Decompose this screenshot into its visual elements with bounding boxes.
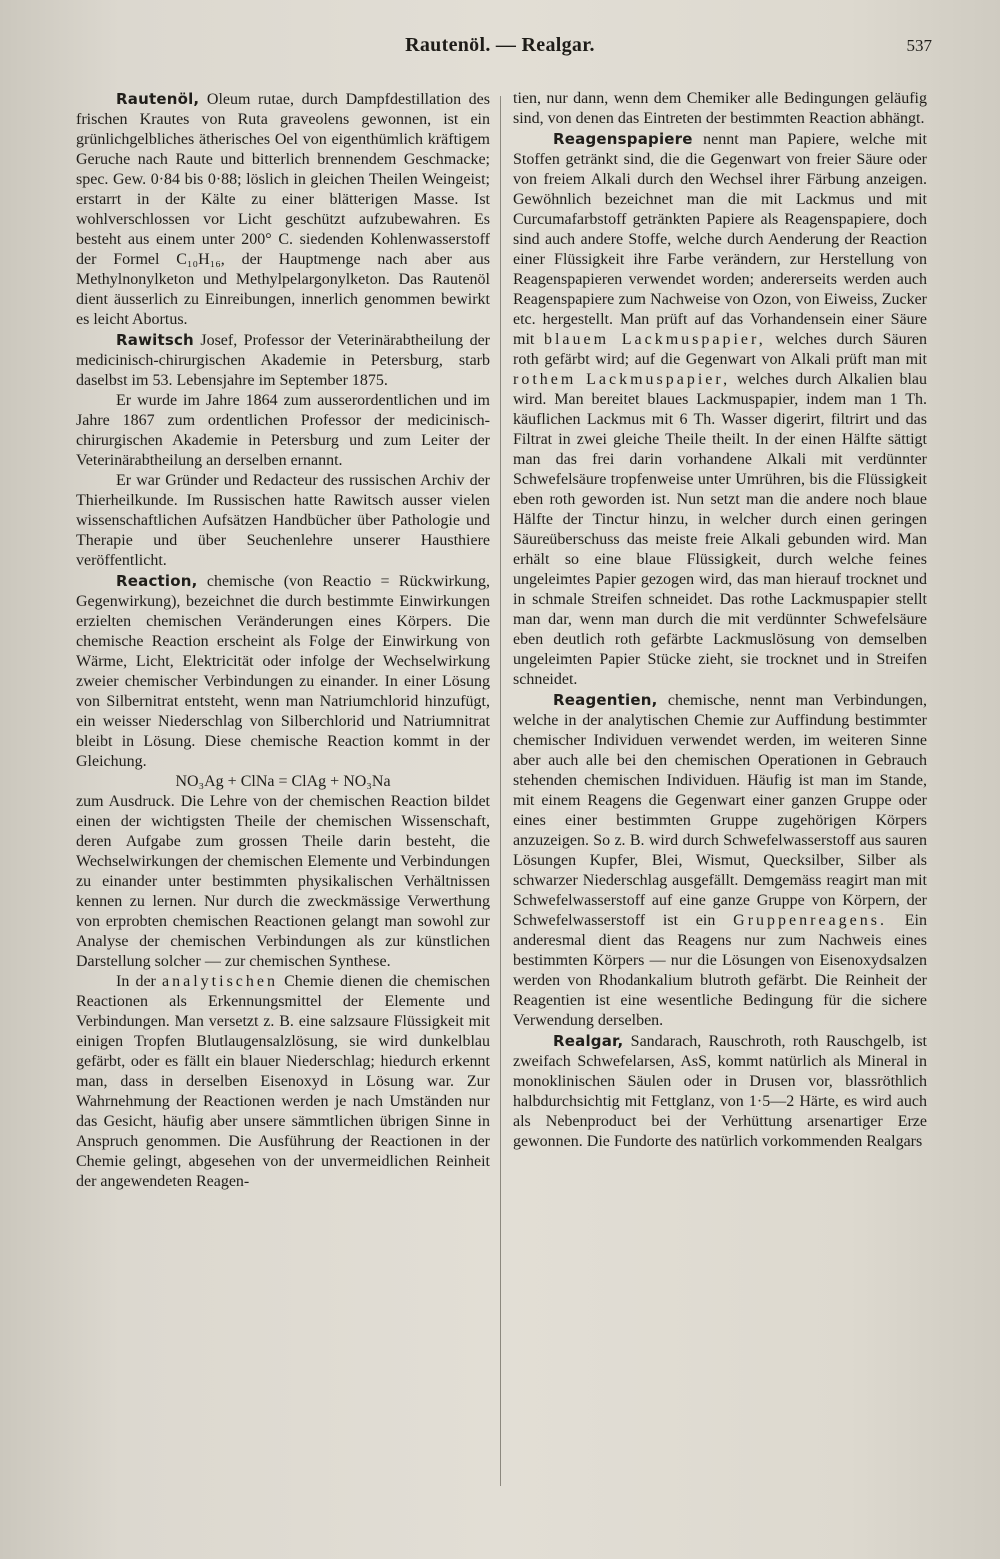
text-run: welches durch Säuren roth gefärbt wird; auf die Gegenwart von Alkali prüft man mit	[513, 331, 927, 368]
column-divider	[500, 96, 501, 1486]
chemical-equation: NO₃Ag + ClNa = ClAg + NO₃Na	[175, 773, 391, 790]
entry-text: Sandarach, Rauschroth, roth Rauschgelb, ist zweifach Schwefelarsen, AsS, kommt natürlich als Mineral in monoklinischen Säulen oder in Drusen vor, blassröthlich halbdurchsichtig mit Fettglanz, von 1·5—2 Härte, es wird auch als Nebenproduct bei der Verhüttung arsenartiger Erze gewonnen. Die Fundorte des natürlich vorkommenden Realgars	[513, 1033, 927, 1150]
entry-text: chemische (von Reactio = Rückwirkung, Gegenwirkung), bezeichnet die durch bestimmte Einwirkungen erzielten chemischen Veränderungen eines Körpers. Die chemische Reaction erscheint als Folge der Einwirkung von Wärme, Licht, Elektricität oder infolge der Wechselwirkung zweier chemischer Verbindungen zu einander. In einer Lösung von Silbernitrat entsteht, wenn man Natriumchlorid hinzufügt, ein weisser Niederschlag von Silberchlorid und Natriumnitrat bleibt in Lösung. Diese chemische Reaction kommt in der Gleichung.	[76, 573, 490, 770]
paragraph: zum Ausdruck. Die Lehre von der chemischen Reaction bildet einen der wichtigsten Theile der chemischen Wissenschaft, deren Aufgabe zum grossen Theile darin besteht, die Wechselwirkungen der chemischen Elemente und Verbindungen zu einander unter bestimmten physikalischen Verhältnissen kennen zu lernen. Nur durch die zweckmässige Verwerthung von erprobten chemischen Reactionen gelangt man sowohl zur Analyse der chemischen Verbindungen als zur künstlichen Darstellung solcher — zur chemischen Synthese.	[76, 793, 490, 970]
text-run: chemische, nennt man Verbindungen, welche in der analytischen Chemie zur Auffindung bestimmter chemischer Individuen verwendet werden, im weiteren Sinne aber auch alle bei den chemischen Operationen in Gebrauch stehenden chemischen Individuen. Häufig ist man im Stande, mit einem Reagens die Gegenwart einer ganzen Gruppe oder eines einer bestimmten Gruppe zugehörigen Körpers anzuzeigen. So z. B. wird durch Schwefelwasserstoff aus sauren Lösungen Kupfer, Blei, Wismut, Quecksilber, Silber als schwarzer Niederschlag ausgefällt. Demgemäss reagirt man mit Schwefelwasserstoff auf eine ganze Gruppe von Körpern, der Schwefelwasserstoff ist ein	[513, 692, 927, 929]
headword-rawitsch: Rawitsch	[116, 331, 194, 349]
spaced-term: analytischen	[162, 973, 278, 990]
paragraph: tien, nur dann, wenn dem Chemiker alle Bedingungen geläufig sind, von denen das Eintreten der bestimmten Reaction abhängt.	[513, 90, 927, 127]
headword-reagentien: Reagentien,	[553, 691, 658, 709]
page-number: 537	[906, 36, 932, 55]
entry-reagentien	[513, 690, 927, 1031]
entry-text: Josef, Professor der Veterinärabtheilung der medicinisch-chirurgischen Akademie in Petersburg, starb daselbst im 53. Lebensjahre im September 1875.	[76, 332, 490, 389]
left-column	[76, 89, 490, 1489]
text-run: Chemie dienen die chemischen Reactionen als Erkennungsmittel der Elemente und Verbindungen. Man versetzt z. B. eine salzsaure Flüssigkeit mit einigen Tropfen Blutlaugensalzlösung, sie wird dunkelblau gefärbt, oder es fällt ein blauer Niederschlag; hiedurch erkennt man, dass in derselben Eisenoxyd in Lösung war. Zur Wahrnehmung der Reactionen werden je nach Umständen nur das Gesicht, häufig aber unsere sämmtlichen übrigen Sinne in Anspruch genommen. Die Ausführung der Reactionen in der Chemie gelingt, abgesehen von der unvermeidlichen Reinheit der angewendeten Reagen-	[76, 973, 490, 1190]
headword-reaction: Reaction,	[116, 572, 198, 590]
headword-realgar: Realgar,	[553, 1032, 624, 1050]
headword-rautenoel: Rautenöl,	[116, 90, 200, 108]
entry-rawitsch	[76, 330, 490, 391]
entry-realgar	[513, 1031, 927, 1152]
text-run: Ein anderesmal dient das Reagens nur zum Nachweis eines bestimmten Körpers — nur die Lösungen von Eisenoxydsalzen werden von Rhodankalium blutroth gefärbt. Die Reinheit der Reagentien ist eine wesentliche Bedingung für die sichere Verwendung derselben.	[513, 912, 927, 1029]
right-column	[513, 89, 927, 1489]
page-header	[0, 34, 1000, 64]
spaced-term: blauem Lackmuspapier,	[543, 331, 766, 348]
entry-rautenoel	[76, 89, 490, 330]
running-title: Rautenöl. — Realgar.	[405, 34, 595, 56]
spaced-term: rothem Lackmuspapier,	[513, 371, 731, 388]
spaced-term: Gruppenreagens.	[733, 912, 887, 929]
entry-text: Oleum rutae, durch Dampfdestillation des frischen Krautes von Ruta graveolens gewonnen, ist ein grünlichgelbliches ätherisches Oel von eigenthümlich kräftigem Geruche nach Raute und bitterlich brennendem Geschmacke; spec. Gew. 0·84 bis 0·88; löslich in gleichen Theilen Weingeist; erstarrt in der Kälte zu einer blätterigen Masse. Ist wohlverschlossen vor Licht geschützt aufzubewahren. Es besteht aus einem unter 200° C. siedenden Kohlenwasserstoff der Formel C₁₀H₁₆, der Hauptmenge nach aber aus Methylnonylketon und Methylpelargonylketon. Das Rautenöl dient äusserlich zu Einreibungen, innerlich genommen bewirkt es leicht Abortus.	[76, 91, 490, 328]
paragraph: Er war Gründer und Redacteur des russischen Archiv der Thierheilkunde. Im Russischen hatte Rawitsch ausser vielen wissenschaftlichen Aufsätzen Handbücher über Pathologie und Therapie und über Seuchenlehre unserer Hausthiere veröffentlicht.	[76, 472, 490, 569]
text-run: In der	[116, 973, 163, 990]
paragraph: Er wurde im Jahre 1864 zum ausserordentlichen und im Jahre 1867 zum ordentlichen Professor der medicinisch-chirurgischen Akademie in Petersburg und zum Leiter der Veterinärabtheilung an derselben ernannt.	[76, 392, 490, 469]
text-run: welches durch Alkalien blau wird. Man bereitet blaues Lackmuspapier, indem man 1 Th. käuflichen Lackmus mit 6 Th. Wasser digerirt, filtrirt und das Filtrat in zwei gleiche Theile theilt. In der einen Hälfte sättigt man das frei darin vorhandene Alkali mit verdünnter Schwefelsäure tropfenweise unter Umrühren, bis die Flüssigkeit eben roth geworden ist. Nun setzt man die andere noch blaue Hälfte der Tinctur hinzu, in welcher durch einen geringen Säureüberschuss das meiste freie Alkali gebunden wird. Man erhält so eine blaue Flüssigkeit, durch welche feines ungeleimtes Papier gezogen wird, das man hierauf trocknet und in schmale Streifen schneidet. Das rothe Lackmuspapier stellt man dar, wenn man durch die mit verdünnter Schwefelsäure eben deutlich roth gefärbte Lackmuslösung von demselben ungeleimten Papier Stücke zieht, sie trocknet und in Streifen schneidet.	[513, 371, 927, 688]
entry-reagenspapiere	[513, 129, 927, 690]
paragraph	[76, 972, 490, 1192]
text-run: nennt man Papiere, welche mit Stoffen getränkt sind, die die Gegenwart von freier Säure oder von freiem Alkali durch den Wechsel ihrer Färbung anzeigen. Gewöhnlich bezeichnet man die mit Lackmus und mit Curcumafarbstoff getränkten Papiere als Reagenspapiere, doch sind auch andere Stoffe, welche durch Aenderung der Reaction einer Flüssigkeit ihre Farbe verändern, zur Herstellung von Reagenspapieren verwendet worden; andererseits werden auch Reagenspapiere zum Nachweise von Ozon, von Eiweiss, Zucker etc. hergestellt. Man prüft auf das Vorhandensein einer Säure mit	[513, 131, 927, 348]
headword-reagenspapiere: Reagenspapiere	[553, 130, 693, 148]
entry-reaction	[76, 571, 490, 772]
